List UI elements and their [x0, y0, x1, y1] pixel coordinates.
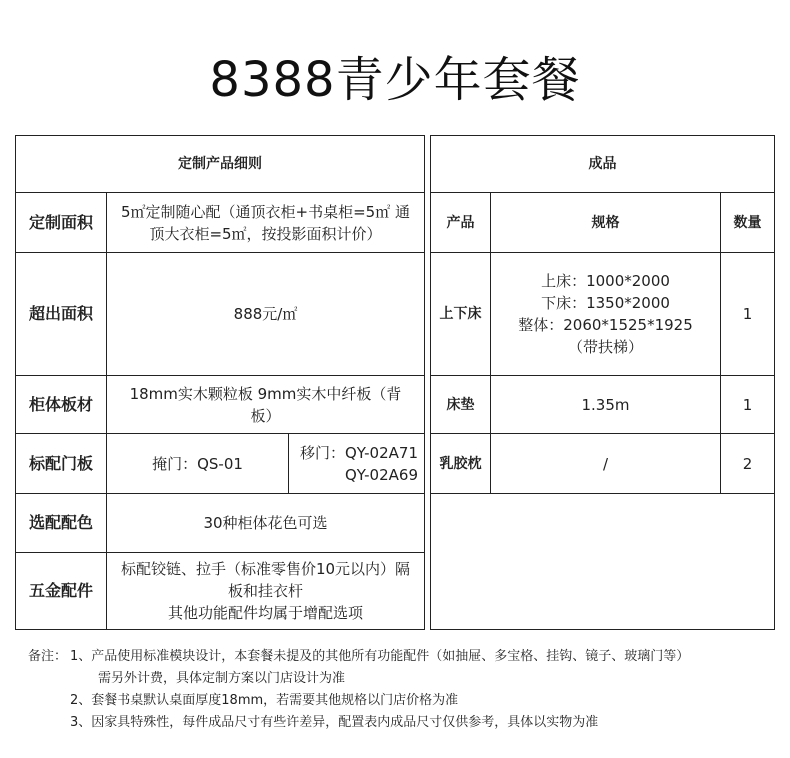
- bunk-bed-spec-line: （带扶梯）: [567, 338, 643, 356]
- row-label-door-panel: 标配门板: [28, 453, 93, 473]
- hardware-value: [107, 553, 424, 629]
- column-header-spec: 规格: [591, 214, 620, 231]
- bunk-bed-quantity: 1: [742, 305, 753, 323]
- bunk-bed-spec-line: 整体：2060*1525*1925: [518, 316, 693, 334]
- bunk-bed-spec-line: 下床：1350*2000: [541, 294, 670, 312]
- board-material-line: 板）: [250, 406, 281, 425]
- product-bunk-bed: 上下床: [439, 306, 482, 322]
- remark-item: [28, 712, 778, 734]
- right-table-header: 成品: [588, 156, 617, 172]
- remark-item: [28, 690, 778, 712]
- board-material-value: [107, 376, 424, 433]
- mattress-spec: 1.35m: [581, 395, 630, 414]
- row-label-hardware: 五金配件: [28, 581, 93, 600]
- custom-area-value-line: 5㎡定制随心配（通顶衣柜+书桌柜=5㎡ 通: [121, 202, 410, 221]
- sliding-door-line: QY-02A69: [344, 465, 418, 484]
- sliding-door-line: 移门：QY-02A71: [299, 443, 418, 462]
- remark-prefix: 备注：: [28, 649, 68, 664]
- right-table-divider: [430, 493, 775, 494]
- board-material-line: 18mm实木颗粒板 9mm实木中纤板（背: [129, 384, 402, 403]
- hardware-line: 板和挂衣杆: [227, 582, 303, 600]
- left-table-border-right: [424, 135, 425, 630]
- latex-pillow-quantity: 2: [742, 454, 753, 473]
- custom-area-value: [107, 193, 424, 252]
- right-table-border-bottom: [430, 629, 775, 630]
- swing-door-value: 掩门：QS-01: [152, 454, 243, 473]
- custom-area-value-line: 顶大衣柜=5㎡，按投影面积计价）: [149, 224, 382, 243]
- remark-item: [28, 646, 778, 668]
- latex-pillow-spec: /: [602, 454, 609, 473]
- remark-line: 2、套餐书桌默认桌面厚度18mm，若需要其他规格以门店价格为准: [70, 693, 459, 708]
- row-label-board-material: 柜体板材: [28, 394, 93, 414]
- column-header-quantity: 数量: [733, 214, 762, 231]
- extra-area-price: 888元/㎡: [233, 305, 298, 323]
- left-table-header: 定制产品细则: [178, 156, 262, 172]
- remark-line: 1、产品使用标准模块设计，本套餐未提及的其他所有功能配件（如抽屉、多宝格、挂钩、镜子、玻璃门等）: [70, 649, 690, 664]
- row-label-color-options: 选配配色: [28, 513, 93, 532]
- remarks: [28, 646, 778, 734]
- bunk-bed-spec: [491, 253, 720, 375]
- remark-line: 3、因家具特殊性，每件成品尺寸有些许差异，配置表内成品尺寸仅供参考，具体以实物为准: [70, 715, 599, 730]
- row-label-extra-area: 超出面积: [28, 304, 93, 323]
- right-table-border-right: [774, 135, 775, 630]
- mattress-quantity: 1: [742, 395, 753, 414]
- bunk-bed-spec-line: 上床：1000*2000: [541, 272, 670, 290]
- hardware-line: 标配铰链、拉手（标准零售价10元以内）隔: [120, 560, 411, 578]
- column-header-product: 产品: [446, 214, 475, 231]
- remark-continuation: 需另外计费，具体定制方案以门店设计为准: [98, 671, 346, 686]
- hardware-line: 其他功能配件均属于增配选项: [167, 604, 363, 622]
- sliding-door-value: [289, 434, 424, 493]
- color-options-value: 30种柜体花色可选: [203, 514, 328, 532]
- page-title: 8388青少年套餐: [209, 52, 581, 108]
- left-table-border-bottom: [15, 629, 425, 630]
- product-latex-pillow: 乳胶枕: [439, 455, 482, 472]
- product-mattress: 床垫: [446, 396, 475, 413]
- row-label-custom-area: 定制面积: [28, 212, 93, 232]
